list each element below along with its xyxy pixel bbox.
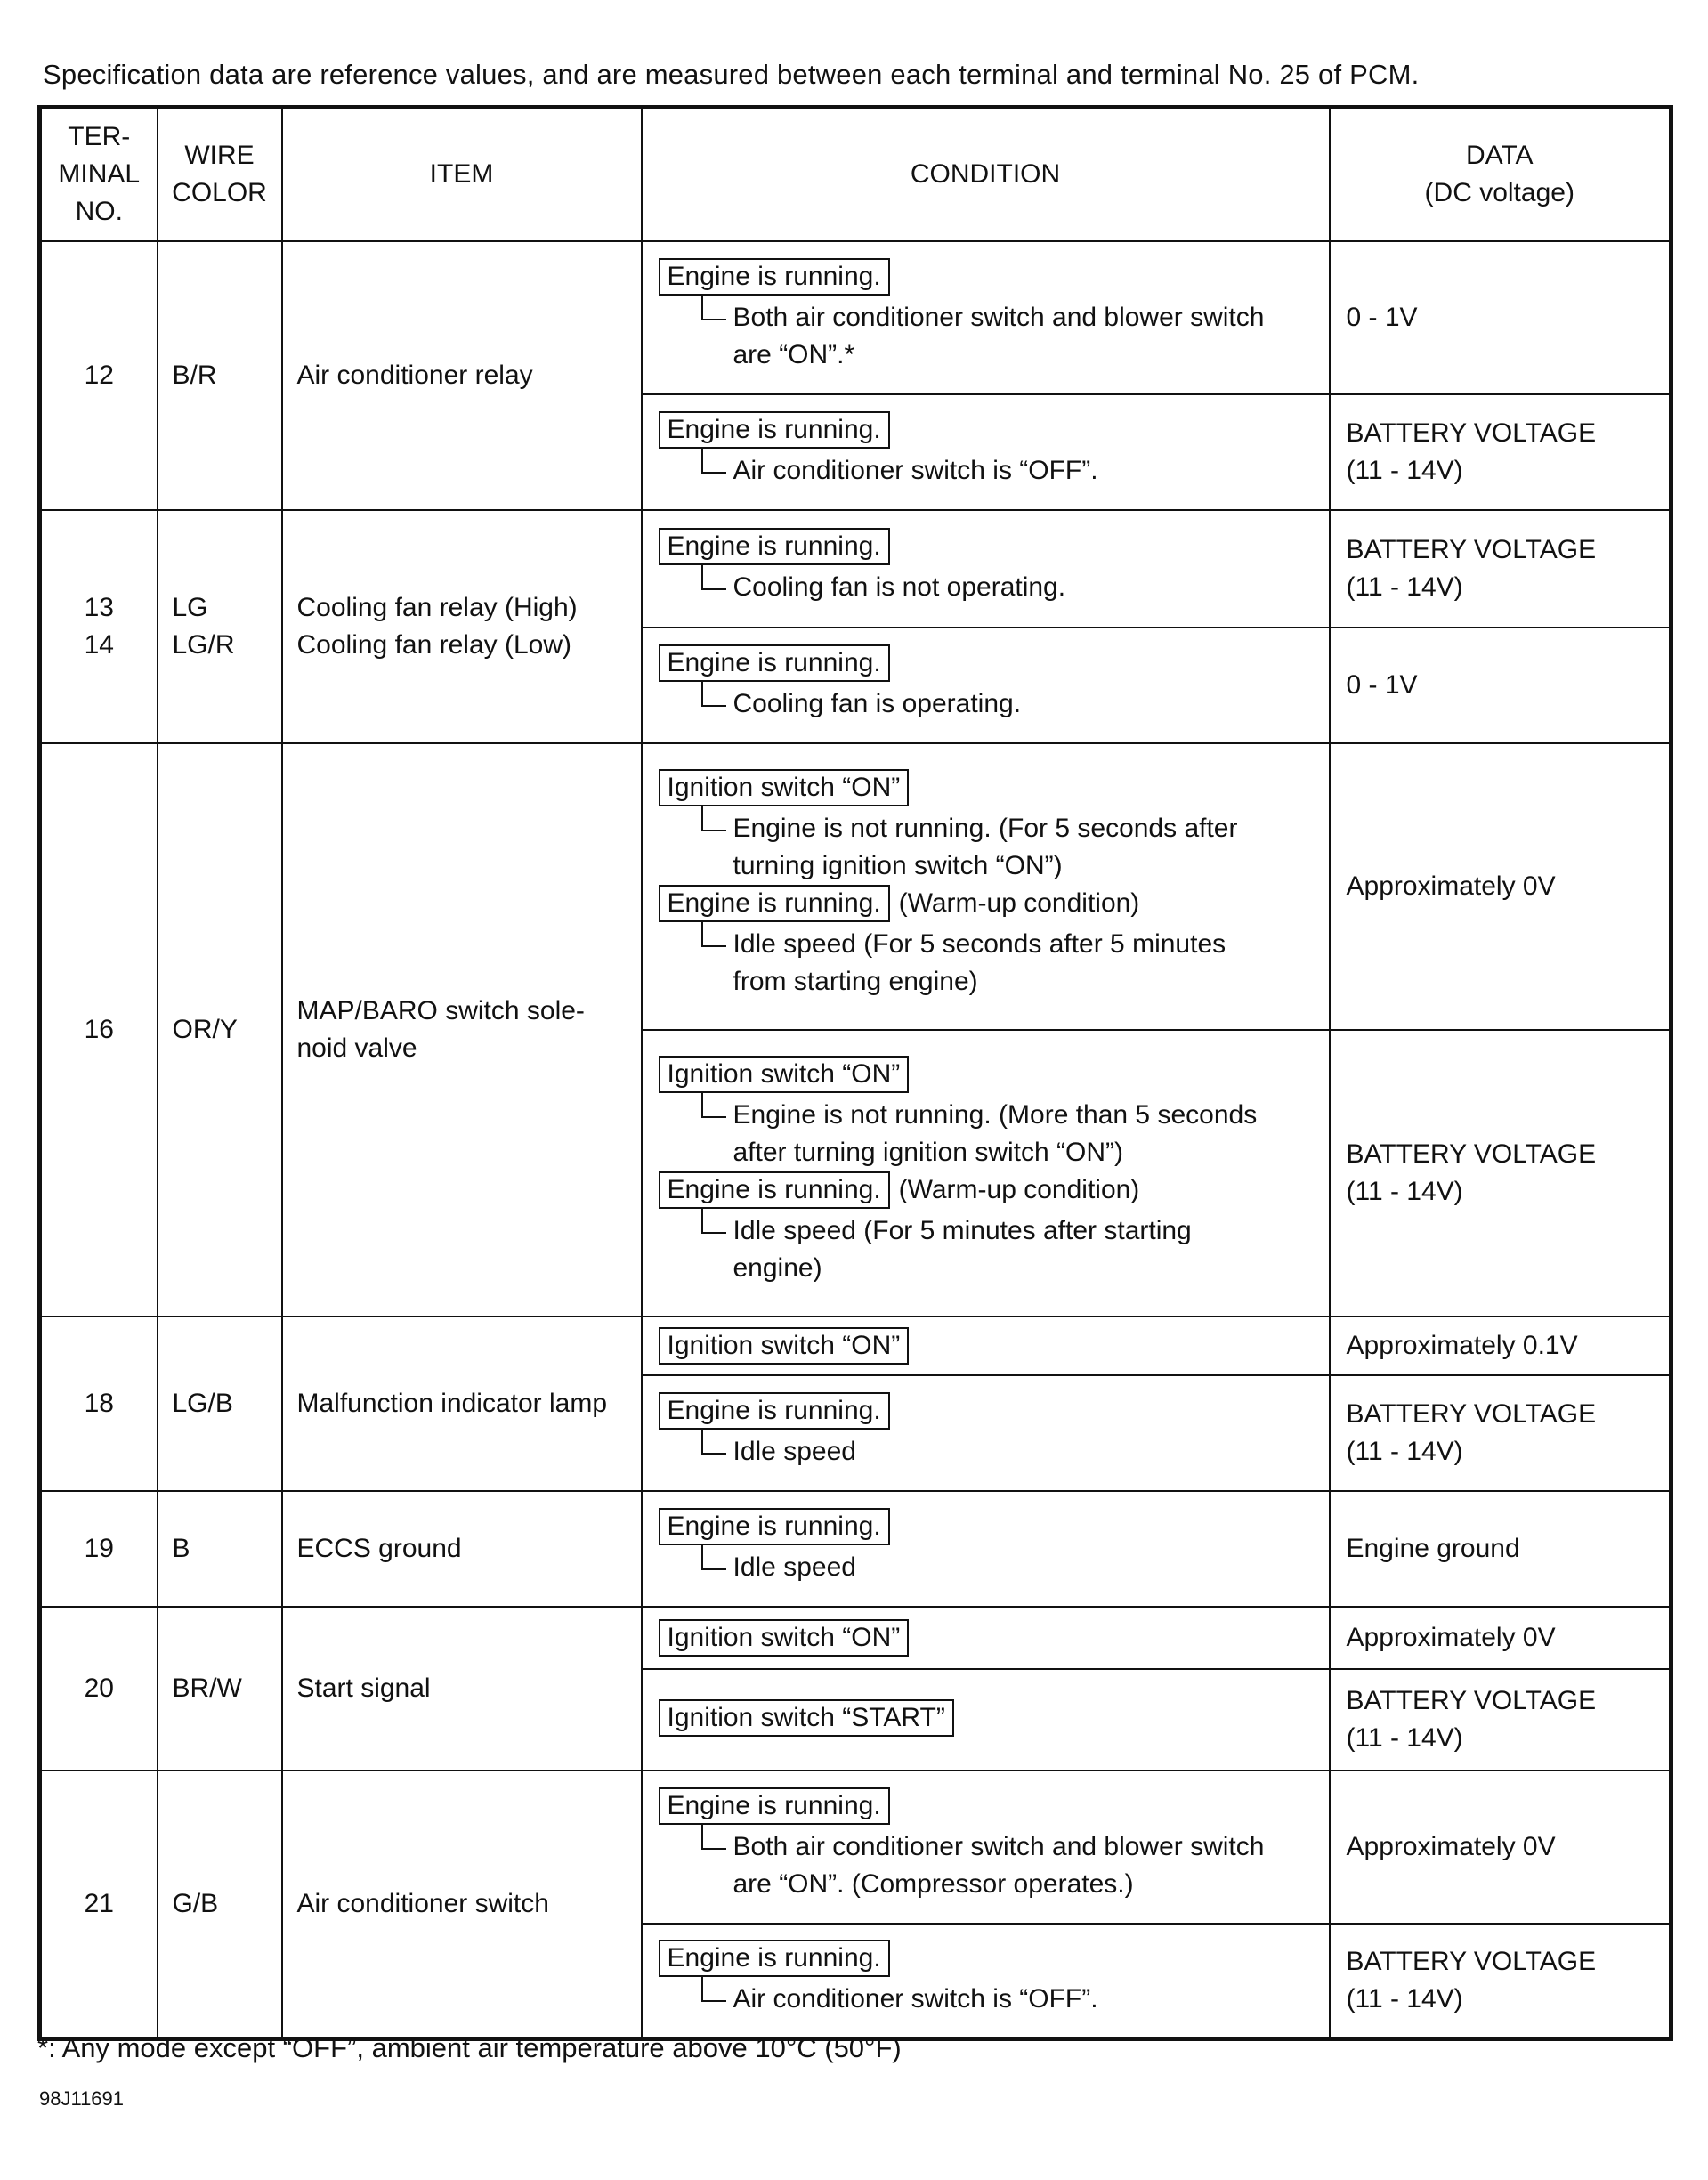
table-row [40,1491,1672,1607]
header-wire: WIRE COLOR [158,108,282,241]
document-code: 98J11691 [39,2087,125,2110]
data-cell: Approximately 0.1V [1330,1317,1672,1375]
condition-box: Engine is running. [659,644,890,682]
data-cell: Approximately 0V [1330,1607,1672,1669]
condition-box: Engine is running. [659,1171,890,1209]
condition-cell [642,241,1330,394]
wire-cell: LG/B [158,1317,282,1491]
data-cell: BATTERY VOLTAGE (11 - 14V) [1330,1924,1672,2039]
wire-cell: B/R [158,241,282,510]
condition-cell [642,1669,1330,1771]
condition-sub: Engine is not running. (More than 5 seconds after turning ignition switch “ON”) [701,1097,1315,1171]
wire-cell: B [158,1491,282,1607]
condition-cell [642,394,1330,510]
table-row [40,510,1672,628]
terminal-cell: 21 [40,1771,158,2039]
data-cell: Approximately 0V [1330,743,1672,1030]
item-cell: ECCS ground [282,1491,642,1607]
condition-box: Engine is running. [659,1940,890,1977]
condition-sub: Engine is not running. (For 5 seconds after turning ignition switch “ON”) [701,810,1315,885]
table-row [40,1771,1672,1924]
header-condition: CONDITION [642,108,1330,241]
footnote: *: Any mode except “OFF”, ambient air temperature above 10°C (50°F) [37,2032,902,2063]
condition-sub: Both air conditioner switch and blower switch are “ON”. (Compressor operates.) [701,1828,1315,1903]
condition-cell [642,510,1330,628]
data-cell: Engine ground [1330,1491,1672,1607]
condition-sub: Air conditioner switch is “OFF”. [701,452,1315,490]
data-cell: BATTERY VOLTAGE (11 - 14V) [1330,1030,1672,1317]
condition-sub: Cooling fan is operating. [701,685,1315,723]
terminal-cell: 20 [40,1607,158,1771]
condition-sub: Air conditioner switch is “OFF”. [701,1981,1315,2018]
condition-box: Engine is running. [659,1392,890,1430]
condition-box: Engine is running. [659,411,890,449]
condition-cell [642,1317,1330,1375]
condition-cell [642,1771,1330,1924]
intro-text: Specification data are reference values, and are measured between each terminal and terminal No. 25 of PCM. [43,59,1420,90]
condition-note: (Warm-up condition) [898,887,1140,918]
condition-cell [642,1607,1330,1669]
condition-box: Ignition switch “ON” [659,769,910,806]
header-data: DATA (DC voltage) [1330,108,1672,241]
data-cell: BATTERY VOLTAGE (11 - 14V) [1330,510,1672,628]
table-row [40,1317,1672,1375]
item-cell: Air conditioner relay [282,241,642,510]
data-cell: 0 - 1V [1330,628,1672,743]
condition-box: Engine is running. [659,258,890,296]
condition-cell [642,1491,1330,1607]
item-cell: Air conditioner switch [282,1771,642,2039]
condition-cell [642,743,1330,1030]
data-cell: BATTERY VOLTAGE (11 - 14V) [1330,1375,1672,1491]
header-terminal: TER- MINAL NO. [40,108,158,241]
condition-sub: Idle speed (For 5 seconds after 5 minutes from starting engine) [701,926,1315,1001]
data-cell: Approximately 0V [1330,1771,1672,1924]
spec-table [37,105,1673,2041]
condition-box: Engine is running. [659,1508,890,1545]
condition-box: Engine is running. [659,1787,890,1825]
header-row [40,108,1672,241]
condition-cell [642,1924,1330,2039]
terminal-cell: 13 14 [40,510,158,743]
table-row [40,241,1672,394]
condition-box: Ignition switch “ON” [659,1056,910,1093]
wire-cell: LG LG/R [158,510,282,743]
condition-box: Ignition switch “ON” [659,1327,910,1365]
data-cell: BATTERY VOLTAGE (11 - 14V) [1330,1669,1672,1771]
condition-cell [642,1375,1330,1491]
condition-sub: Idle speed (For 5 minutes after starting engine) [701,1212,1315,1287]
wire-cell: G/B [158,1771,282,2039]
terminal-cell: 19 [40,1491,158,1607]
data-cell: 0 - 1V [1330,241,1672,394]
terminal-cell: 18 [40,1317,158,1491]
condition-cell [642,628,1330,743]
data-cell: BATTERY VOLTAGE (11 - 14V) [1330,394,1672,510]
wire-cell: BR/W [158,1607,282,1771]
condition-sub: Idle speed [701,1549,1315,1586]
item-cell: MAP/BARO switch sole- noid valve [282,743,642,1317]
header-item: ITEM [282,108,642,241]
condition-box: Engine is running. [659,528,890,565]
condition-sub: Idle speed [701,1433,1315,1471]
table-row [40,743,1672,1030]
condition-box: Engine is running. [659,885,890,922]
condition-box: Ignition switch “START” [659,1699,954,1737]
condition-box: Ignition switch “ON” [659,1619,910,1657]
wire-cell: OR/Y [158,743,282,1317]
terminal-cell: 12 [40,241,158,510]
table-row [40,1607,1672,1669]
condition-sub: Cooling fan is not operating. [701,569,1315,606]
condition-cell [642,1030,1330,1317]
item-cell: Cooling fan relay (High) Cooling fan relay (Low) [282,510,642,743]
item-cell: Malfunction indicator lamp [282,1317,642,1491]
terminal-cell: 16 [40,743,158,1317]
condition-sub: Both air conditioner switch and blower switch are “ON”.* [701,299,1315,374]
condition-note: (Warm-up condition) [898,1174,1140,1204]
item-cell: Start signal [282,1607,642,1771]
